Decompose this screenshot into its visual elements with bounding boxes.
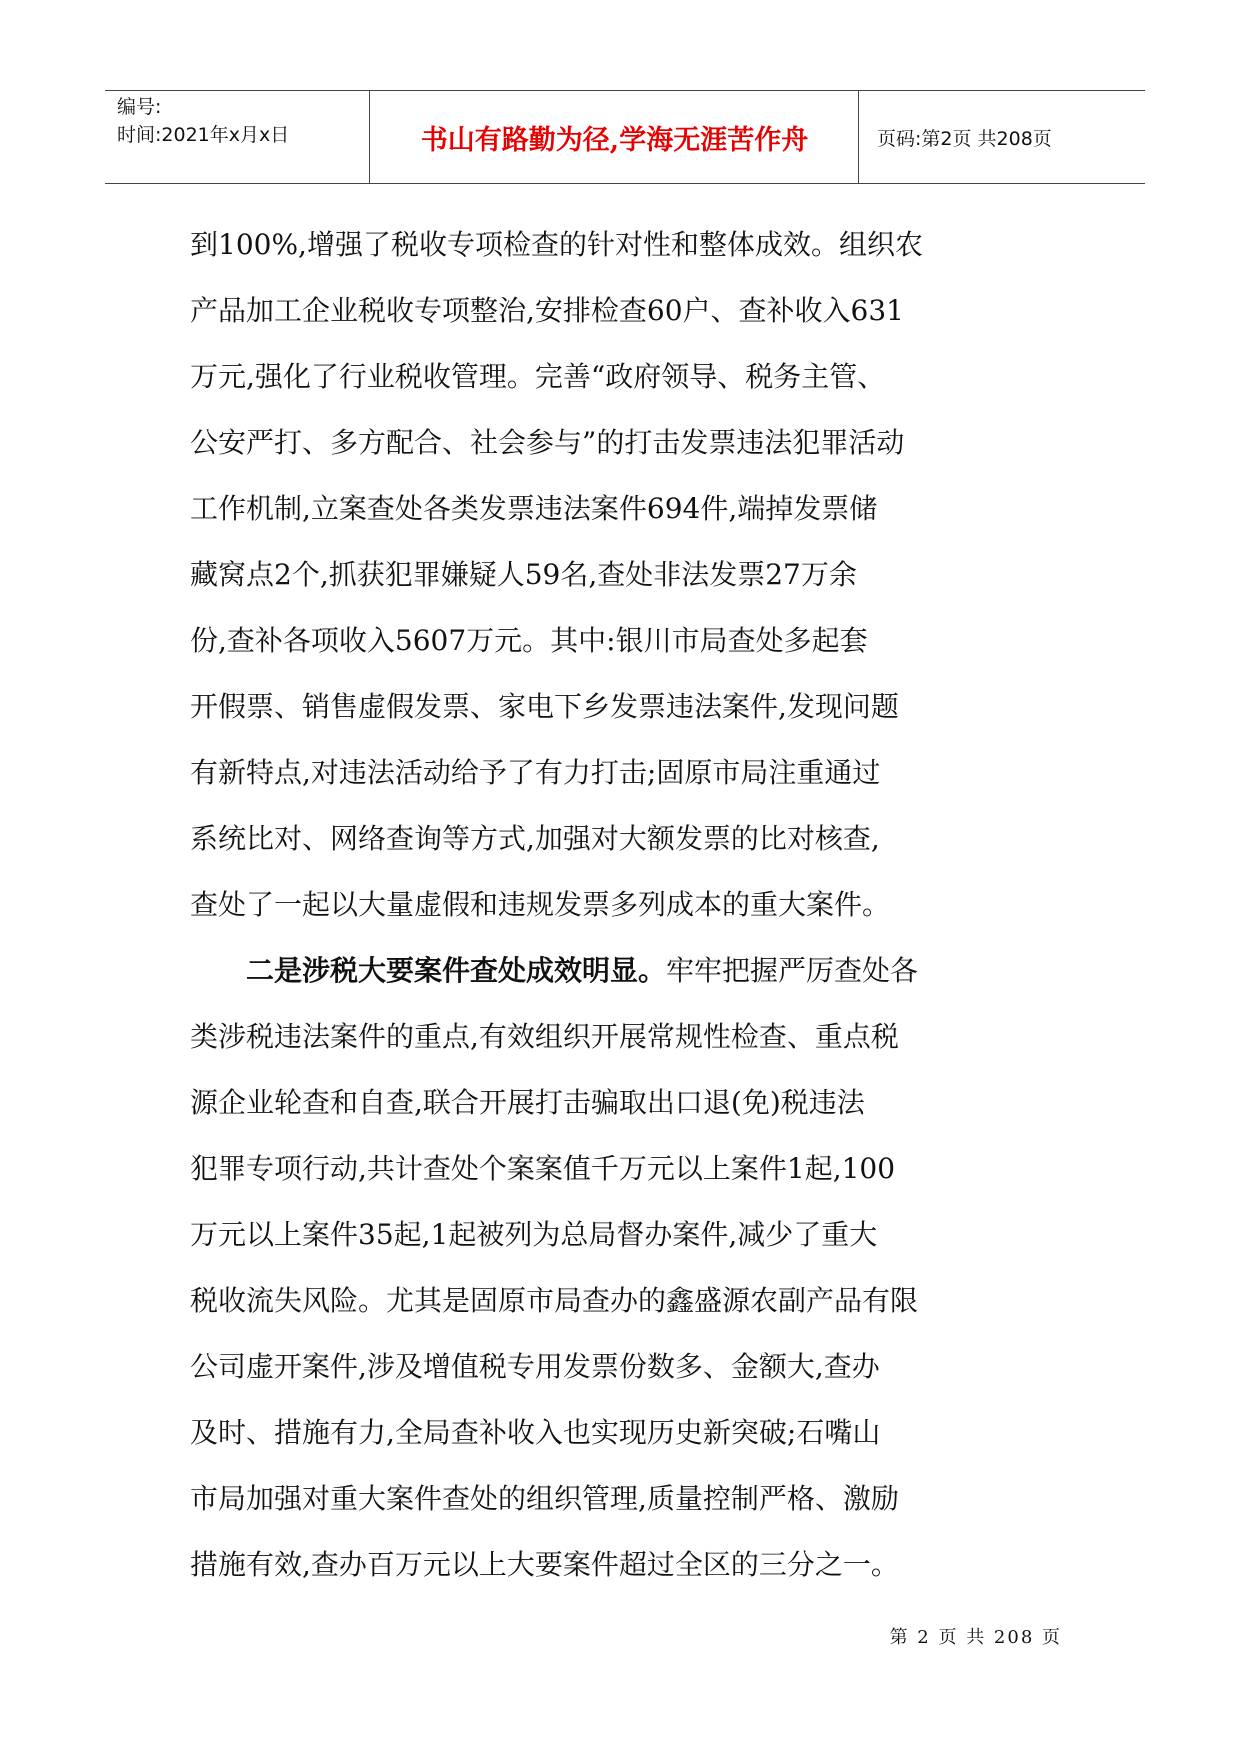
text-line: 公安严打、多方配合、社会参与”的打击发票违法犯罪活动	[190, 426, 905, 459]
paragraph-lead-rest: 牢牢把握严厉查处各	[666, 954, 919, 987]
text-line: 公司虚开案件,涉及增值税专用发票份数多、金额大,查办	[190, 1350, 880, 1383]
text-line: 万元以上案件35起,1起被列为总局督办案件,减少了重大	[190, 1218, 878, 1251]
text-line: 源企业轮查和自查,联合开展打击骗取出口退(免)税违法	[190, 1086, 865, 1119]
text-line: 万元,强化了行业税收管理。完善“政府领导、税务主管、	[190, 360, 886, 393]
document-number-label: 编号:	[117, 96, 162, 118]
header-divider-right	[858, 91, 859, 183]
page-footer: 第 2 页 共 208 页	[889, 1627, 1062, 1648]
document-body	[190, 212, 1070, 1598]
text-line: 系统比对、网络查询等方式,加强对大额发票的比对核查,	[190, 822, 880, 855]
paragraph-first-line	[190, 938, 1070, 1004]
page-header	[105, 90, 1145, 184]
text-line: 藏窝点2个,抓获犯罪嫌疑人59名,查处非法发票27万余	[190, 558, 857, 591]
header-divider-left	[369, 91, 370, 183]
text-line: 犯罪专项行动,共计查处个案案值千万元以上案件1起,100	[190, 1152, 896, 1185]
header-page-info: 页码:第2页 共208页	[877, 127, 1052, 150]
document-time-label: 时间:2021年x月x日	[117, 124, 290, 146]
text-line: 税收流失风险。尤其是固原市局查办的鑫盛源农副产品有限	[190, 1284, 919, 1317]
paragraph-1	[190, 212, 1070, 938]
text-line: 开假票、销售虚假发票、家电下乡发票违法案件,发现问题	[190, 690, 899, 723]
header-meta	[117, 93, 367, 149]
text-line: 及时、措施有力,全局查补收入也实现历史新突破;石嘴山	[190, 1416, 881, 1449]
text-line: 类涉税违法案件的重点,有效组织开展常规性检查、重点税	[190, 1020, 899, 1053]
text-line: 工作机制,立案查处各类发票违法案件694件,端掉发票储	[190, 492, 878, 525]
header-motto: 书山有路勤为径,学海无涯苦作舟	[420, 124, 809, 156]
text-line: 份,查补各项收入5607万元。其中:银川市局查处多起套	[190, 624, 868, 657]
text-line: 措施有效,查办百万元以上大要案件超过全区的三分之一。	[190, 1548, 899, 1581]
text-line: 产品加工企业税收专项整治,安排检查60户、查补收入631	[190, 294, 904, 327]
paragraph-lead-bold: 二是涉税大要案件查处成效明显。	[246, 954, 667, 987]
text-line: 市局加强对重大案件查处的组织管理,质量控制严格、激励	[190, 1482, 899, 1515]
paragraph-2	[190, 938, 1070, 1598]
text-line: 查处了一起以大量虚假和违规发票多列成本的重大案件。	[190, 888, 891, 921]
text-line: 到100%,增强了税收专项检查的针对性和整体成效。组织农	[190, 228, 923, 261]
text-line: 有新特点,对违法活动给予了有力打击;固原市局注重通过	[190, 756, 881, 789]
